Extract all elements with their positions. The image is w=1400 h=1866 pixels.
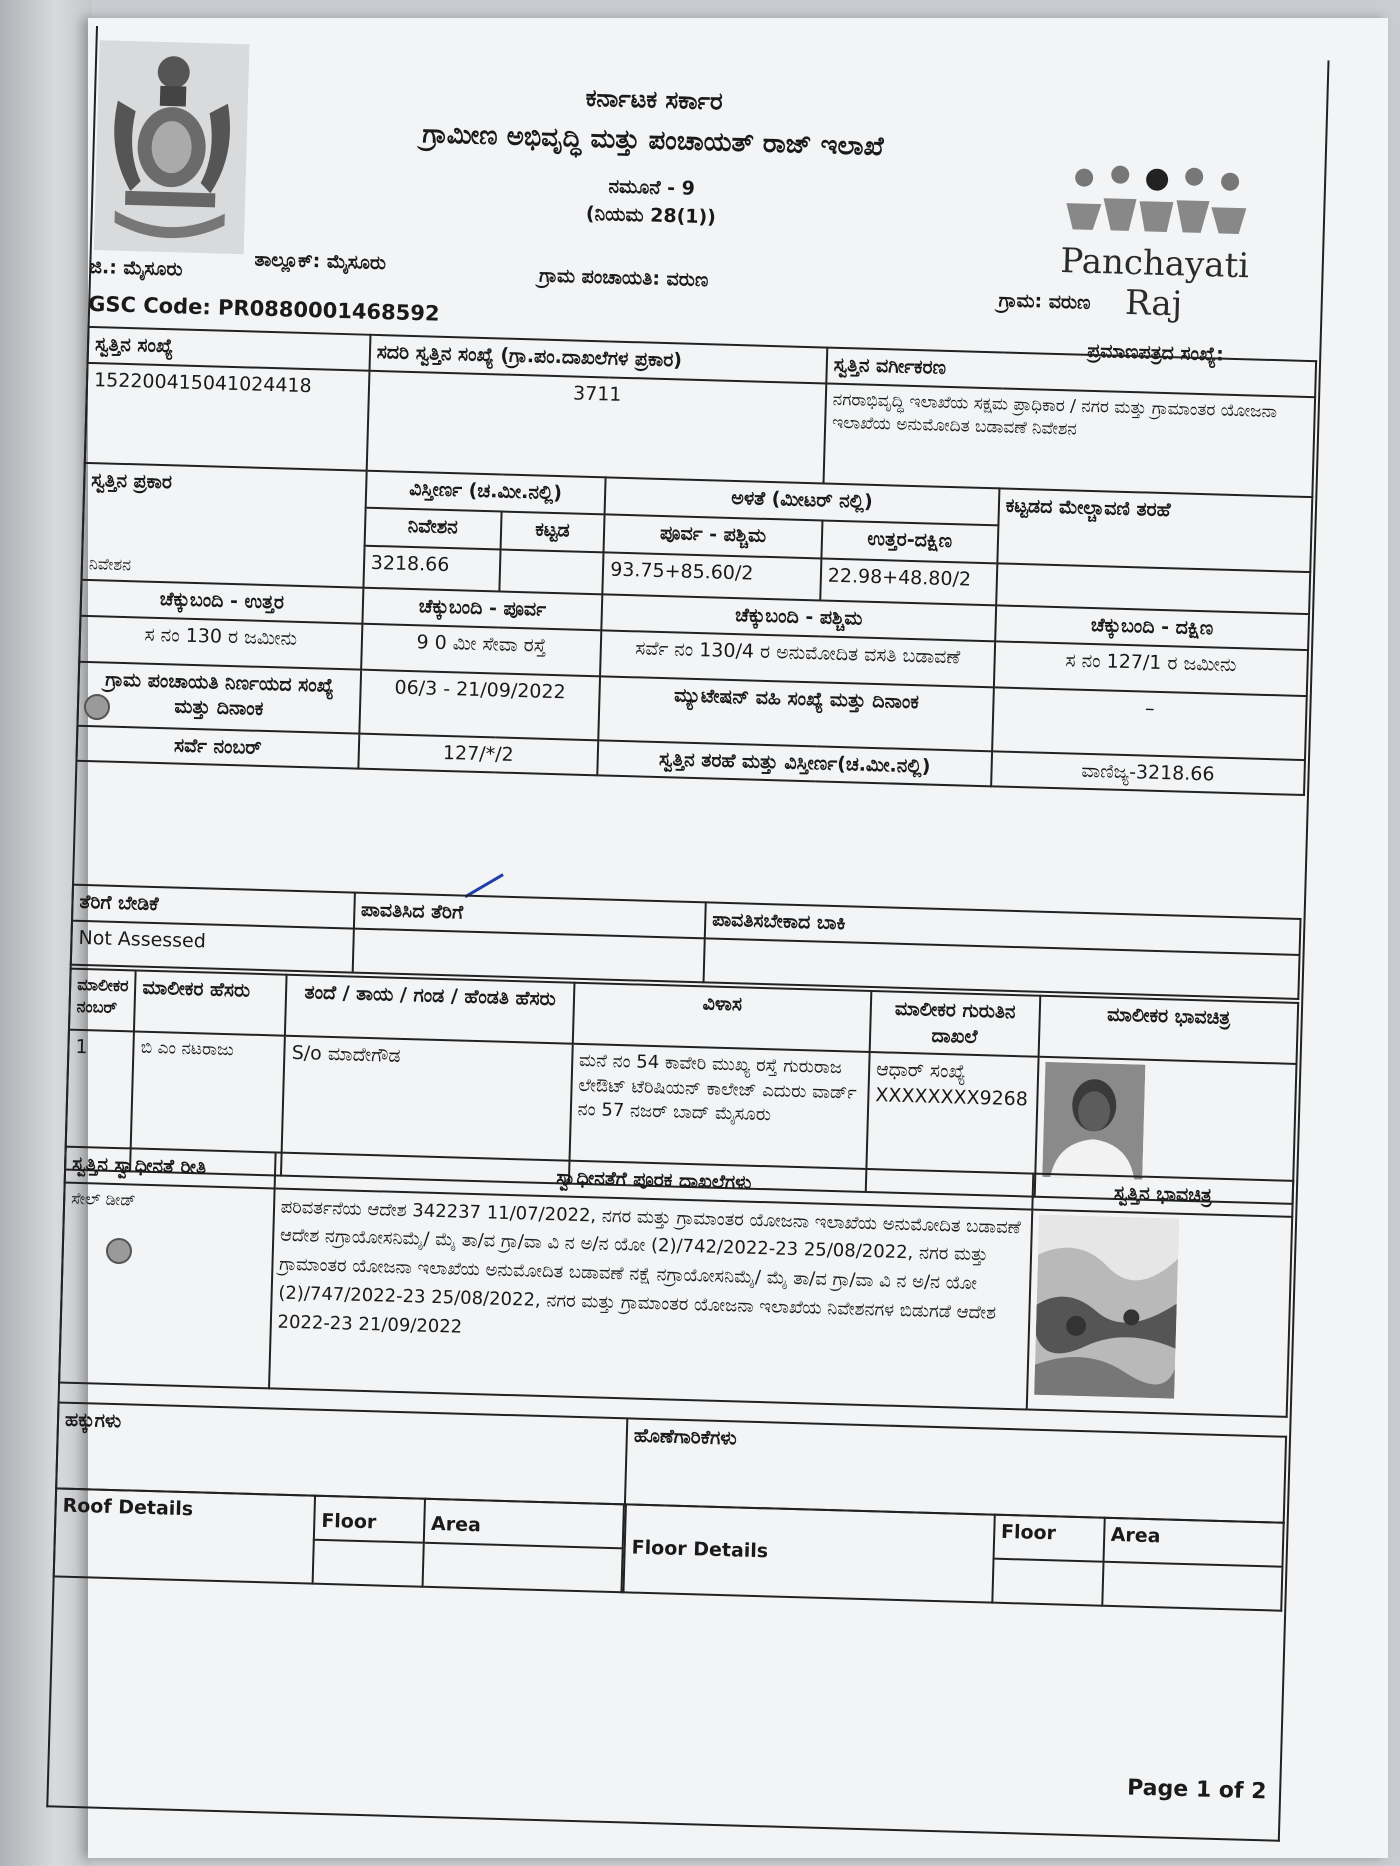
ownership-mode-label: ಸ್ವತ್ತಿನ ಸ್ವಾಧೀನತೆ ರೀತಿ: [65, 1147, 276, 1188]
tax-demand-value: Not Assessed: [71, 920, 354, 972]
people-group-icon: [1061, 163, 1253, 238]
form-number: ನಮೂನೆ - 9: [608, 175, 696, 200]
sadar-number-label: ಸದರಿ ಸ್ವತ್ತಿನ ಸಂಖ್ಯೆ (ಗ್ರಾ.ಪಂ.ದಾಖಲೆಗಳ ಪ್ರಕಾರ): [369, 335, 827, 383]
resolution-label: ಗ್ರಾಮ ಪಂಚಾಯತಿ ನಿರ್ಣಯದ ಸಂಖ್ಯೆ ಮತ್ತು ದಿನಾಂಕ: [77, 661, 360, 733]
property-id-label: ಸ್ವತ್ತಿನ ಸಂಖ್ಯೆ: [88, 327, 371, 370]
tax-demand-label: ತೆರಿಗೆ ಬೇಡಿಕೆ: [72, 885, 354, 928]
roof-details-table: [53, 1487, 625, 1593]
property-type-label: [82, 462, 367, 587]
roof-area-label: Area: [424, 1499, 624, 1549]
gsc-code: GSC Code: PR0880001468592: [87, 291, 440, 326]
department-title: ಗ್ರಾಮೀಣ ಅಭಿವೃದ್ಧಿ ಮತ್ತು ಪಂಚಾಯತ್ ರಾಜ್ ಇಲಾಖೆ: [422, 119, 884, 163]
owner-id-label: ಮಾಲೀಕರ ಗುರುತಿನ ದಾಖಲೆ: [870, 991, 1040, 1057]
property-type-heading: ಸ್ವತ್ತಿನ ಪ್ರಕಾರ: [91, 468, 173, 493]
dimension-ew-label: ಪೂರ್ವ - ಪಶ್ಚಿಮ: [604, 515, 823, 559]
taluk: ತಾಲ್ಲೂಕ್: ಮೈಸೂರು: [254, 248, 387, 275]
liabilities-label: ಹೊಣೆಗಾರಿಕೆಗಳು: [625, 1418, 1286, 1522]
roof-area-value: [422, 1543, 622, 1593]
tax-balance-label: ಪಾವತಿಸಬೇಕಾದ ಬಾಕಿ: [705, 902, 1301, 954]
survey-number-label: ಸರ್ವೆ ನಂಬರ್: [76, 725, 359, 768]
area-building-label: ಕಟ್ಟಡ: [500, 512, 605, 553]
sadar-number-value: 3711: [366, 370, 826, 483]
type-area-value: ವಾಣಿಜ್ಯ-3218.66: [991, 751, 1305, 795]
floor-details-label: Floor Details: [623, 1504, 994, 1602]
certificate-number-label: ಪ್ರಮಾಣಪತ್ರದ ಸಂಖ್ಯೆ:: [1087, 339, 1225, 366]
binder-ring-icon: [84, 694, 110, 720]
classification-value: ನಗರಾಭಿವೃದ್ಧಿ ಇಲಾಖೆಯ ಸಕ್ಷಮ ಪ್ರಾಧಿಕಾರ / ನಗರ ಮತ್ತು ಗ್ರಾಮಾಂತರ ಯೋಜನಾ ಇಲಾಖೆಯ ಅನುಮೋದಿತ ಬಡಾವಣೆ ನಿವೇಶನ: [823, 383, 1315, 497]
floor-area-label: Area: [1103, 1518, 1284, 1567]
dimension-ew-value: 93.75+85.60/2: [603, 552, 822, 600]
owner-address-value: ಮನೆ ನಂ 54 ಕಾವೇರಿ ಮುಖ್ಯ ರಸ್ತೆ ಗುರುರಾಜ ಲೇಔಟ್ ಟೆರಿಷಿಯನ್ ಕಾಲೇಜ್ ಎದುರು ವಾರ್ಡ್ ನಂ 57 ನಜರ್ ಬಾದ್ ಮೈಸೂರು: [569, 1044, 870, 1192]
roof-floor-label: Floor: [314, 1496, 425, 1543]
district: ಜಿ.: ಮೈಸೂರು: [88, 255, 183, 281]
owner-number-label: ಮಾಲೀಕರ ನಂಬರ್: [69, 969, 136, 1032]
boundary-south-value: ಸ ನಂ 127/1 ರ ಜಮೀನು: [994, 641, 1308, 696]
rule-number: (ನಿಯಮ 28(1)): [585, 202, 717, 229]
boundary-west-value: ಸರ್ವೆ ನಂ 130/4 ರ ಅನುಮೋದಿತ ವಸತಿ ಬಡಾವಣೆ: [600, 630, 995, 687]
ownership-docs-label: ಸ್ವಾಧೀನತೆಗೆ ಪೂರಕ ದಾಖಲೆಗಳು: [274, 1152, 1033, 1209]
property-photo-label: ಸ್ವತ್ತಿನ ಭಾವಚಿತ್ರ: [1033, 1174, 1294, 1217]
state-title: ಕರ್ನಾಟಕ ಸರ್ಕಾರ: [585, 83, 724, 116]
area-building-value: [499, 549, 604, 594]
boundary-north-value: ಸ ನಂ 130 ರ ಜಮೀನು: [79, 615, 362, 669]
area-label: ವಿಸ್ತೀರ್ಣ (ಚ.ಮೀ.ನಲ್ಲಿ): [365, 470, 605, 514]
owner-number-value: 1: [65, 1030, 134, 1172]
property-photo-cell: [1027, 1209, 1292, 1416]
ownership-mode-value: ಸೇಲ್ ಡೀಡ್: [59, 1182, 274, 1388]
panchayati-raj-text: Panchayati Raj: [1059, 241, 1250, 325]
karnataka-emblem-icon: [94, 40, 250, 254]
survey-number-value: 127/*/2: [358, 733, 598, 775]
mutation-value: –: [992, 687, 1307, 760]
form-9-document: [46, 26, 1390, 1861]
roof-details-label: Roof Details: [54, 1488, 315, 1583]
binder-ring-icon: [106, 1238, 132, 1264]
dimension-ns-value: 22.98+48.80/2: [820, 558, 997, 605]
gram-panchayat: ಗ್ರಾಮ ಪಂಚಾಯತಿ: ವರುಣ: [538, 264, 709, 292]
rights-label: ಹಕ್ಕುಗಳು: [56, 1402, 627, 1504]
roof-type-label: ಕಟ್ಟಡದ ಮೇಲ್ಚಾವಣಿ ತರಹೆ: [997, 488, 1312, 572]
village: ಗ್ರಾಮ: ವರುಣ: [998, 289, 1091, 314]
resolution-value: 06/3 - 21/09/2022: [359, 669, 600, 740]
dimension-label: ಅಳತೆ (ಮೀಟರ್ ನಲ್ಲಿ): [605, 477, 999, 526]
owner-id-type: ಆಧಾರ್ ಸಂಖ್ಯೆ: [875, 1058, 966, 1083]
area-site-value: 3218.66: [363, 546, 500, 592]
owner-name-value: ಬಿ ಎಂ ನಟರಾಜು: [130, 1032, 285, 1176]
property-id-value: 152200415041024418: [85, 363, 369, 471]
boundary-east-label: ಚೆಕ್ಕುಬಂದಿ - ಪೂರ್ವ: [362, 588, 602, 630]
boundary-west-label: ಚೆಕ್ಕುಬಂದಿ - ಪಶ್ಚಿಮ: [602, 594, 996, 641]
document-header: [371, 78, 935, 235]
owner-relation-label: ತಂದೆ / ತಾಯ / ಗಂಡ / ಹೆಂಡತಿ ಹೆಸರು: [285, 975, 574, 1044]
area-site-label: ನಿವೇಶನ: [364, 508, 501, 549]
property-table: [75, 326, 1317, 796]
roof-floor-value: [313, 1540, 424, 1587]
owner-id-value: XXXXXXXX9268: [875, 1084, 1029, 1111]
owner-name-label: ಮಾಲೀಕರ ಹೆಸರು: [134, 970, 287, 1035]
owner-relation-value: S/o ಮಾದೇಗೌಡ: [281, 1036, 572, 1184]
type-area-label: ಸ್ವತ್ತಿನ ತರಹೆ ಮತ್ತು ವಿಸ್ತೀರ್ಣ(ಚ.ಮೀ.ನಲ್ಲಿ): [597, 740, 991, 787]
owner-photo-label: ಮಾಲೀಕರ ಭಾವಚಿತ್ರ: [1038, 996, 1298, 1064]
property-photo: [1034, 1214, 1179, 1398]
floor-details-table: [622, 1503, 1284, 1611]
floor-label: Floor: [993, 1515, 1104, 1562]
mutation-label: ಮ್ಯುಟೇಷನ್ ವಹಿ ಸಂಖ್ಯೆ ಮತ್ತು ದಿನಾಂಕ: [598, 676, 993, 751]
floor-area-value: [1102, 1562, 1283, 1611]
boundary-north-label: ಚೆಕ್ಕುಬಂದಿ - ಉತ್ತರ: [81, 580, 364, 623]
dimension-ns-label: ಉತ್ತರ-ದಕ್ಷಿಣ: [821, 521, 998, 564]
boundary-east-value: 9 0 ಮೀ ಸೇವಾ ರಸ್ತೆ: [361, 623, 602, 676]
floor-value: [992, 1559, 1103, 1606]
boundary-south-label: ಚೆಕ್ಕುಬಂದಿ - ದಕ್ಷಿಣ: [995, 605, 1309, 649]
property-type-value: ನಿವೇಶನ: [88, 554, 132, 575]
tax-paid-label: ಪಾವತಿಸಿದ ತೆರಿಗೆ: [354, 893, 706, 938]
page-number: Page 1 of 2: [1126, 1775, 1267, 1805]
tax-paid-value: [352, 928, 704, 982]
ownership-table: [58, 1146, 1294, 1418]
owner-address-label: ವಿಳಾಸ: [573, 983, 872, 1053]
owner-photo: [1042, 1062, 1145, 1180]
classification-label: ಸ್ವತ್ತಿನ ವರ್ಗೀಕರಣ: [826, 348, 1316, 397]
ownership-docs-value: ಪರಿವರ್ತನೆಯ ಆದೇಶ 342237 11/07/2022, ನಗರ ಮತ್ತು ಗ್ರಾಮಾಂತರ ಯೋಜನಾ ಇಲಾಖೆಯ ಅನುಮೋದಿತ ಬಡಾವಣೆ ಆದೇಶ ನಗ್ರಾಯೋಸನಿಮೈ/ ಮೈ ತಾ/ವ ಗ್ರಾ/ವಾ ವಿ ನ ಅ/ನ ಯೋ (2)/742/2022-23 25/08/2022, ನಗರ ಮತ್ತು ಗ್ರಾಮಾಂತರ ಯೋಜನಾ ಇಲಾಖೆಯ ಅನುಮೋದಿತ ಬಡಾವಣೆ ನಕ್ಷೆ ನಗ್ರಾಯೋಸನಿಮೈ/ ಮೈ ತಾ/ವ ಗ್ರಾ/ವಾ ವಿ ನ ಅ/ನ ಯೋ (2)/747/2022-23 25/08/2022, ನಗರ ಮತ್ತು ಗ್ರಾಮಾಂತರ ಯೋಜನಾ ಇಲಾಖೆಯ ನಿವೇಶನಗಳ ಬಿಡುಗಡೆ ಆದೇಶ 2022-23 21/09/2022: [269, 1188, 1033, 1409]
